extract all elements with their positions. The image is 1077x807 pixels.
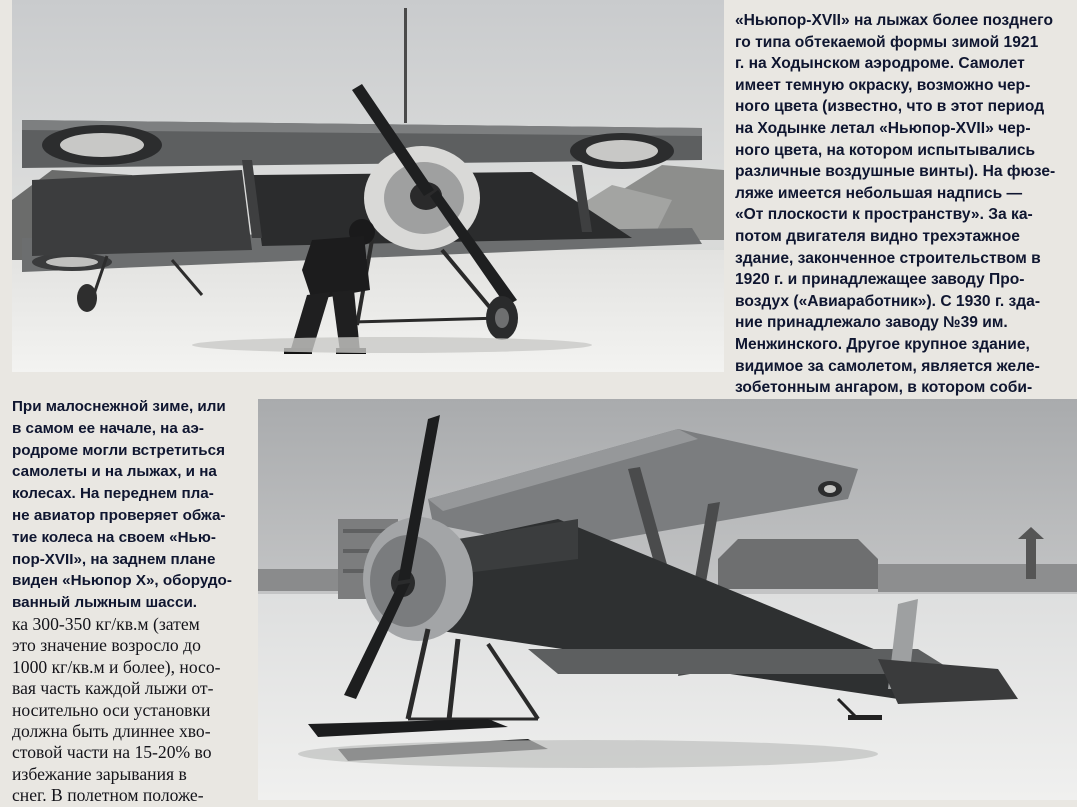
caption-line: тие колеса на своем «Нью- [12, 528, 216, 546]
caption-line: видимое за самолетом, является желе- [735, 357, 1040, 375]
body-line: ка 300-350 кг/кв.м (затем [12, 614, 200, 634]
nieuport-biplane-wheels-photo-icon [12, 0, 724, 372]
body-line: это значение возросло до [12, 635, 201, 656]
body-text [12, 614, 221, 807]
caption-line: ного цвета (известно, что в этот период [735, 98, 1045, 116]
photo-nieuport-wheels [12, 0, 724, 372]
body-line: избежание зарывания в [12, 763, 187, 784]
caption-line: г. на Ходынском аэродроме. Самолет [735, 55, 1025, 73]
caption-line: ляже имеется небольшая надпись — [735, 184, 1023, 202]
caption-line: виден «Ньюпор Х», оборудо- [12, 572, 232, 590]
caption-line: зобетонным ангаром, в котором соби- [735, 379, 1033, 397]
body-line: стовой части на 15-20% во [12, 742, 212, 763]
caption-line: имеет темную окраску, возможно чер- [735, 76, 1031, 94]
caption-line: «От плоскости к пространству». За ка- [735, 206, 1033, 224]
caption-line: различные воздушные винты). На фюзе- [735, 163, 1056, 181]
caption-line: самолеты и на лыжах, и на [12, 463, 217, 481]
caption-line: пор-XVII», на заднем плане [12, 550, 216, 568]
caption-line: го типа обтекаемой формы зимой 1921 [735, 33, 1039, 51]
caption-line: в самом ее начале, на аэ- [12, 419, 204, 437]
caption-line: 1920 г. и принадлежащее заводу Про- [735, 271, 1025, 289]
caption-line: здание, законченное строительством в [735, 249, 1041, 267]
caption-line: Менжинского. Другое крупное здание, [735, 335, 1030, 353]
show-through-text [728, 390, 1077, 790]
body-line: должна быть длиннее хво- [12, 721, 211, 742]
caption-line: колесах. На переднем пла- [12, 485, 214, 503]
caption-line: При малоснежной зиме, или [12, 398, 226, 415]
caption-line: «Ньюпор-XVII» на лыжах более позднего [735, 12, 1053, 29]
caption-top-photo [735, 10, 1055, 420]
caption-left [12, 396, 232, 614]
caption-line: ние принадлежало заводу №39 им. [735, 314, 1008, 332]
body-line: носительно оси установки [12, 699, 211, 720]
caption-line: родроме могли встретиться [12, 441, 225, 459]
body-line: 1000 кг/кв.м и более), носо- [12, 656, 221, 677]
caption-line: не авиатор проверяет обжа- [12, 506, 226, 524]
caption-line: ного цвета, на котором испытывались [735, 141, 1036, 159]
caption-line: воздух («Авиаработник»). С 1930 г. зда- [735, 292, 1041, 310]
caption-line: на Ходынке летал «Ньюпор-XVII» чер- [735, 119, 1031, 137]
body-line: вая часть каждой лыжи от- [12, 678, 214, 699]
caption-line: ванный лыжным шасси. [12, 594, 197, 612]
body-line: снег. В полетном положе- [12, 785, 204, 806]
caption-line: потом двигателя видно трехэтажное [735, 227, 1020, 245]
